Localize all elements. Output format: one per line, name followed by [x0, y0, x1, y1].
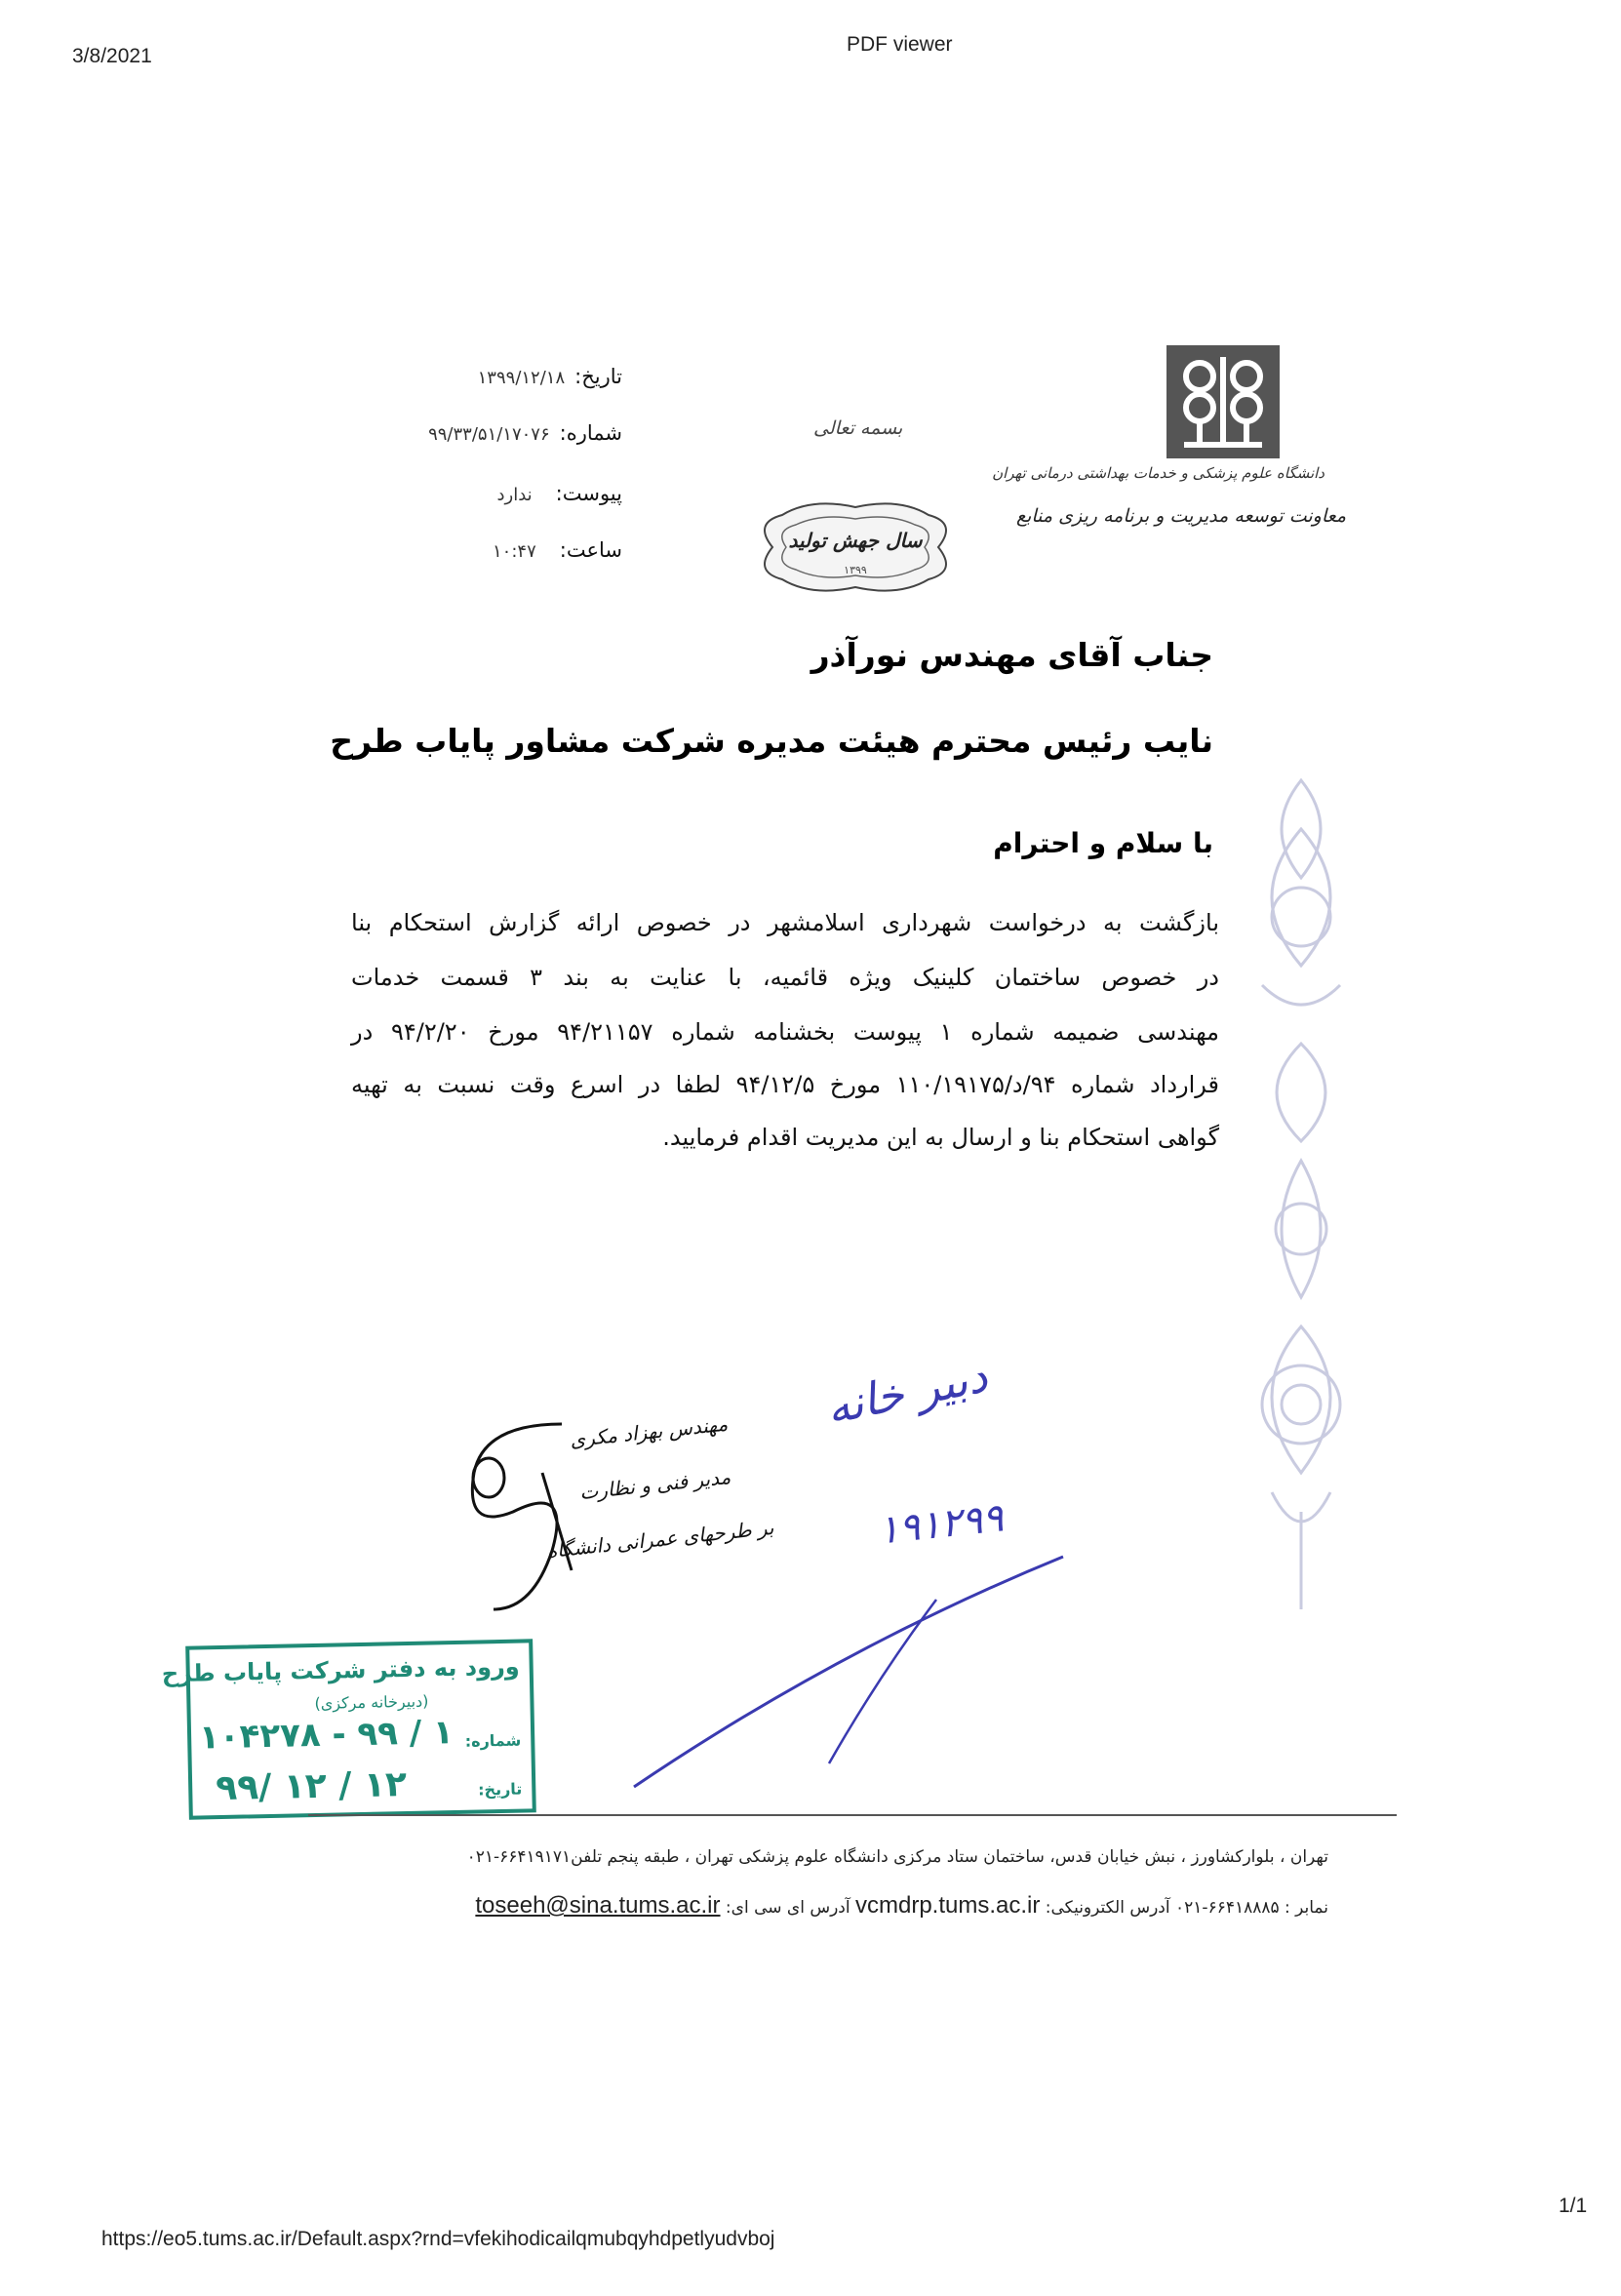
addressee-line-2: نایب رئیس محترم هیئت مدیره شرکت مشاور پایاب طرح — [330, 722, 1213, 760]
print-title: PDF viewer — [847, 33, 953, 56]
invocation: بسمه تعالی — [813, 417, 903, 439]
footer-contact-label: نمابر : ۶۶۴۱۸۸۸۵-۰۲۱ آدرس الکترونیکی: — [1045, 1898, 1328, 1918]
meta-date-value: ۱۳۹۹/۱۲/۱۸ — [477, 368, 566, 388]
body-line-5: گواهی استحکام بنا و ارسال به این مدیریت اقدام فرمایید. — [662, 1124, 1219, 1151]
stamp-title: ورود به دفتر شرکت پایاب طرح — [161, 1652, 520, 1688]
blue-stroke-icon — [624, 1531, 1073, 1795]
handwritten-note: دبیر خانه — [821, 1349, 992, 1435]
body-line-1: بازگشت به درخواست شهرداری اسلامشهر در خصوص ارائه گزارش استحکام بنا — [351, 909, 1219, 936]
meta-date — [478, 365, 622, 388]
print-date: 3/8/2021 — [72, 45, 152, 67]
signatory-name: مهندس بهزاد مکری — [569, 1411, 730, 1452]
stamp-number-value: ۱۰۴۲۷۸ - ۹۹ / ۱ — [198, 1713, 455, 1758]
meta-time — [493, 538, 622, 562]
stamp-date-value: ۹۹/ ۱۲ / ۱۲ — [215, 1764, 408, 1809]
body-line-3: مهندسی ضمیمه شماره ۱ پیوست بخشنامه شماره ۹۴/۲۱۱۵۷ مورخ ۹۴/۲/۲۰ در — [351, 1018, 1220, 1046]
stamp-number-label: شماره: — [464, 1730, 522, 1751]
receipt-stamp — [161, 1639, 536, 1819]
print-page-count: 1/1 — [1559, 2195, 1588, 2217]
handwritten-number: ۱۹۱۲۹۹ — [875, 1495, 1006, 1554]
department-name: معاونت توسعه مدیریت و برنامه ریزی منابع — [1015, 505, 1346, 527]
salutation: با سلام و احترام — [993, 827, 1213, 859]
year-motto-emblem — [743, 494, 968, 601]
meta-number-label: شماره: — [559, 421, 622, 445]
stamp-subtitle: (دبیرخانه مرکزی) — [314, 1691, 429, 1713]
meta-number-value: ۹۹/۳۳/۵۱/۱۷۰۷۶ — [428, 424, 550, 445]
body-line-4: قرارداد شماره ۹۴/د/۱۱۰/۱۹۱۷۵ مورخ ۹۴/۱۲/۵ لطفا در اسرع وقت نسبت به تهیه — [351, 1071, 1219, 1098]
footer-email-label: آدرس ای سی ای: — [725, 1898, 850, 1918]
footer-address: تهران ، بلوارکشاورز ، نبش خیابان قدس، ساختمان ستاد مرکزی دانشگاه علوم پزشکی تهران ، طبقه پنجم تلفن۶۶۴۱۹۱۷۱-۰۲۱ — [466, 1847, 1328, 1867]
footer-email[interactable]: toseeh@sina.tums.ac.ir — [475, 1892, 721, 1919]
university-logo-icon — [1165, 343, 1282, 460]
meta-time-label: ساعت: — [559, 538, 622, 562]
meta-time-value: ۱۰:۴۷ — [493, 541, 536, 562]
meta-number — [428, 421, 622, 445]
signatory-title-1: مدیر فنی و نظارت — [578, 1464, 732, 1505]
meta-attachment — [497, 482, 623, 505]
stamp-date-label: تاریخ: — [477, 1779, 523, 1800]
university-name: دانشگاه علوم پزشکی و خدمات بهداشتی درمانی تهران — [992, 464, 1324, 482]
meta-date-label: تاریخ: — [574, 365, 622, 388]
signatory-title-2: بر طرحهای عمرانی دانشگاه — [545, 1515, 775, 1564]
body-line-2: در خصوص ساختمان کلینیک ویژه قائمیه، با عنایت به بند ۳ قسمت خدمات — [351, 964, 1219, 991]
print-url[interactable]: https://eo5.tums.ac.ir/Default.aspx?rnd=vfekihodicailqmubqyhdpetlyudvboj — [101, 2228, 775, 2250]
year-motto: سال جهش تولید — [788, 529, 923, 552]
ornament-column-icon — [1223, 771, 1379, 1629]
footer-divider — [308, 1814, 1397, 1816]
addressee-line-1: جناب آقای مهندس نورآذر — [810, 636, 1213, 674]
footer-contact — [475, 1892, 1328, 1920]
year-motto-year: ۱۳۹۹ — [844, 564, 867, 576]
footer-website[interactable]: vcmdrp.tums.ac.ir — [855, 1892, 1041, 1919]
meta-attachment-value: ندارد — [496, 485, 533, 505]
meta-attachment-label: پیوست: — [555, 482, 622, 505]
